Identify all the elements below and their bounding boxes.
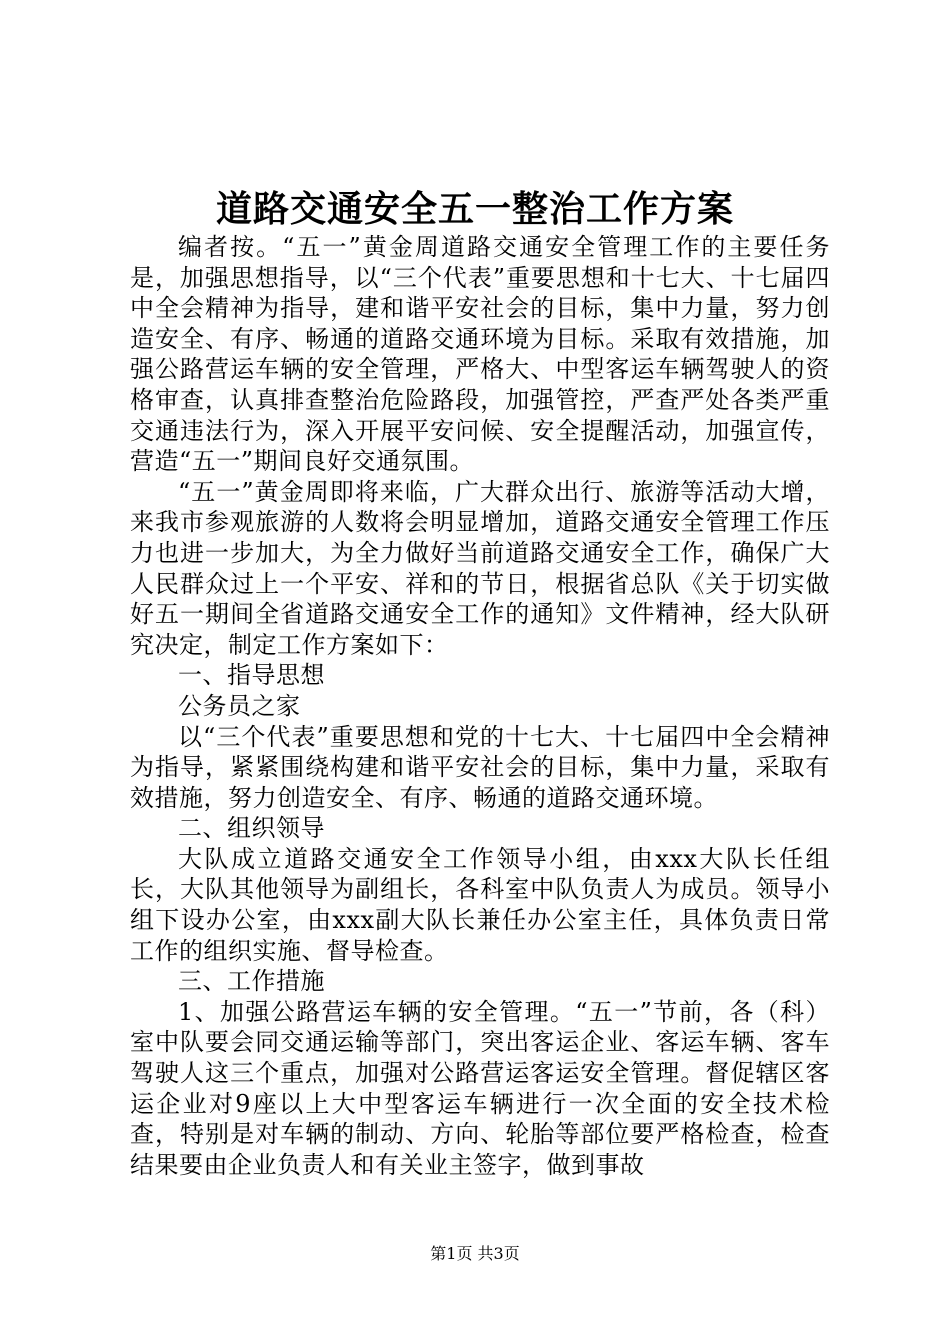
paragraph-editor-note: 编者按。“五一”黄金周道路交通安全管理工作的主要任务是，加强思想指导，以“三个代表”重要思想和十七大、十七届四中全会精神为指导，建和谐平安社会的目标，集中力量，努力创造安全、有序、畅通的道路交通环境为目标。采取有效措施，加强公路营运车辆的安全管理，严格大、中型客运车辆驾驶人的资格审查，认真排查整治危险路段，加强管控，严查严处各类严重交通违法行为，深入开展平安问候、安全提醒活动，加强宣传，营造“五一”期间良好交通氛围。 [130,233,830,476]
document-body [130,232,830,1180]
paragraph-organization: 大队成立道路交通安全工作领导小组，由xxx大队长任组长，大队其他领导为副组长，各科室中队负责人为成员。领导小组下设办公室，由xxx副大队长兼任办公室主任，具体负责日常工作的组织实施、督导检查。 [130,844,830,965]
section-heading-guiding-thought: 一、指导思想 [178,661,325,690]
document-title: 道路交通安全五一整治工作方案 [215,188,734,230]
paragraph-background: “五一”黄金周即将来临，广大群众出行、旅游等活动大增，来我市参观旅游的人数将会明显增加，道路交通安全管理工作压力也进一步加大，为全力做好当前道路交通安全工作，确保广大人民群众过上一个平安、祥和的节日，根据省总队《关于切实做好五一期间全省道路交通安全工作的通知》文件精神，经大队研究决定，制定工作方案如下： [130,477,830,659]
page-number: 第1页 共3页 [430,1244,520,1263]
section-heading-measures: 三、工作措施 [178,967,325,996]
paragraph-watermark-text: 公务员之家 [178,691,301,720]
section-heading-organization: 二、组织领导 [178,814,325,843]
paragraph-measure-1: 1、加强公路营运车辆的安全管理。“五一”节前，各（科）室中队要会同交通运输等部门，突出客运企业、客运车辆、客车驾驶人这三个重点，加强对公路营运客运安全管理。督促辖区客运企业对9座以上大中型客运车辆进行一次全面的安全技术检查，特别是对车辆的制动、方向、轮胎等部位要严格检查，检查结果要由企业负责人和有关业主签字，做到事故 [130,997,830,1179]
paragraph-guiding-thought: 以“三个代表”重要思想和党的十七大、十七届四中全会精神为指导，紧紧围绕构建和谐平安社会的目标，集中力量，采取有效措施，努力创造安全、有序、畅通的道路交通环境。 [130,722,830,812]
